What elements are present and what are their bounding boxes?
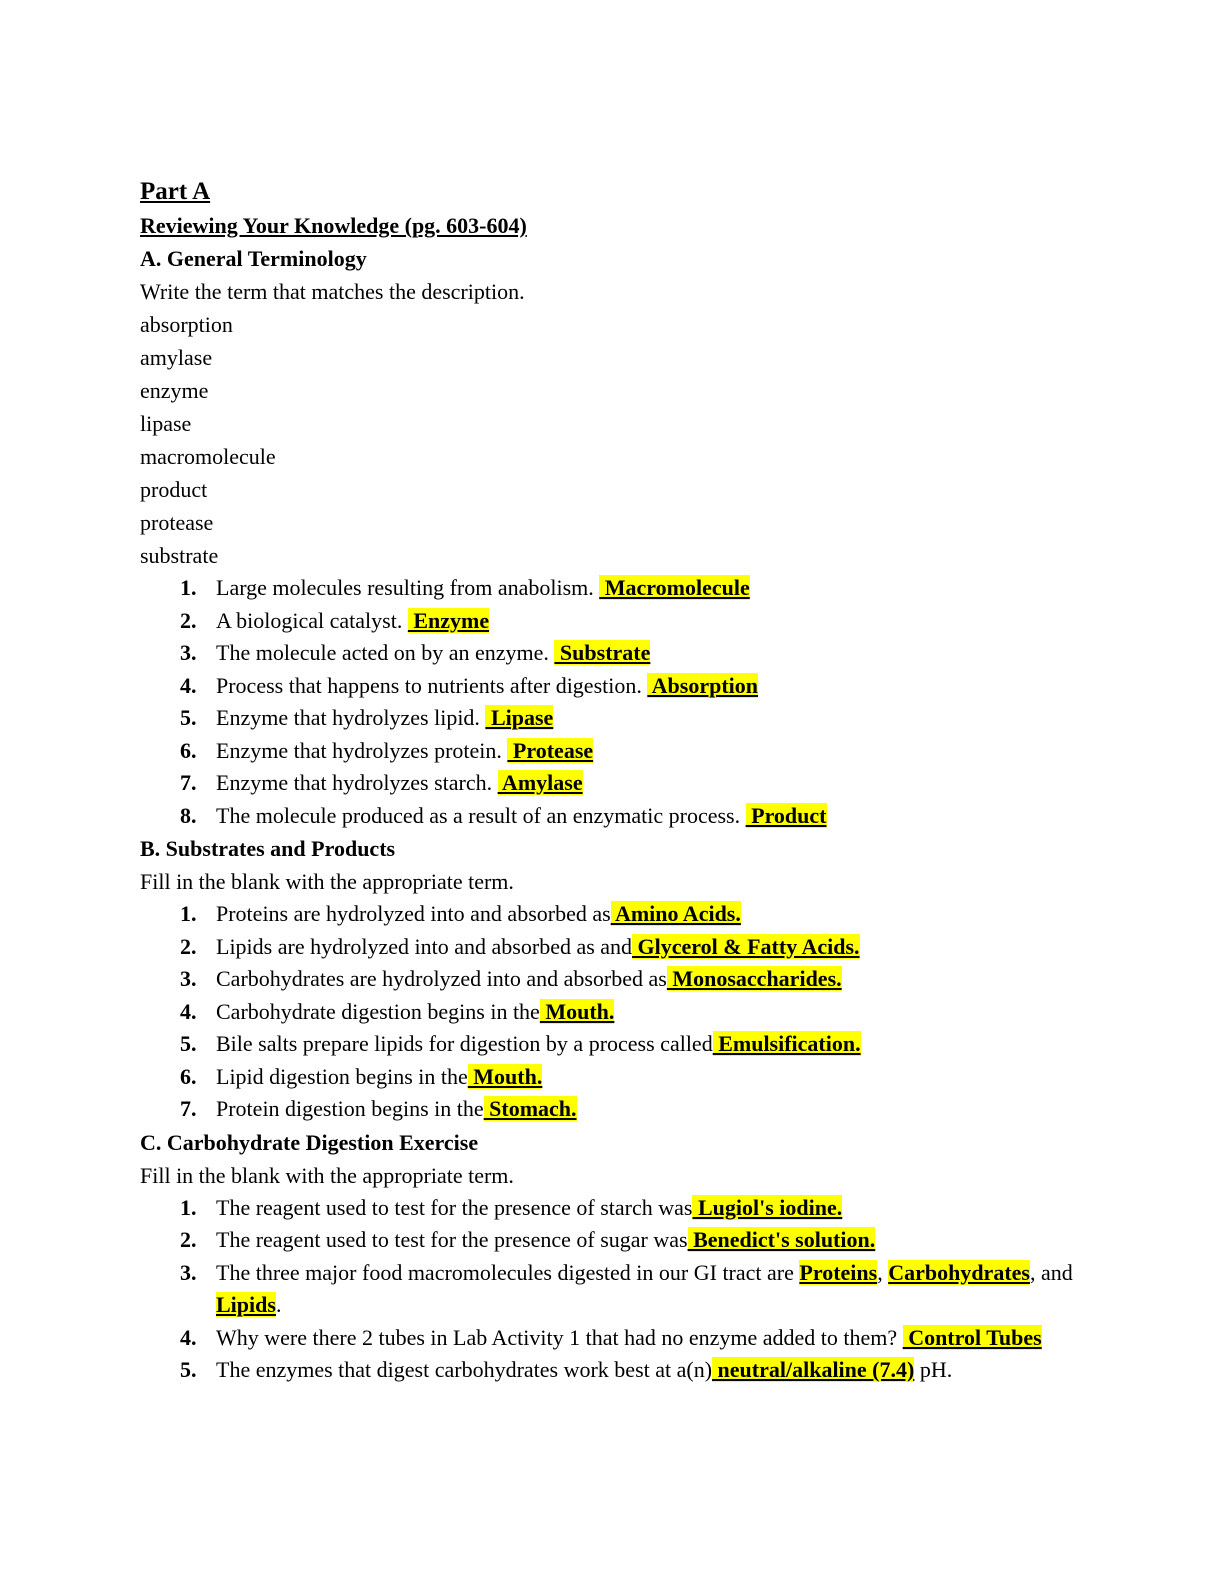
question-prompt: The three major food macromolecules digested in our GI tract are [216, 1259, 794, 1285]
word-bank-item: enzyme [140, 378, 209, 403]
answer-highlight: Protease [507, 737, 594, 763]
answer-highlight: Mouth. [539, 998, 615, 1024]
answer-highlight: Absorption [647, 672, 759, 698]
answer-highlight: Macromolecule [599, 575, 750, 600]
list-item [140, 637, 1090, 670]
question-prompt: The reagent used to test for the presence of starch was [216, 1194, 693, 1220]
answer-highlight: Product [745, 802, 827, 828]
answer-highlight: Amino Acids. [610, 901, 741, 926]
question-prompt: The molecule acted on by an enzyme. [216, 640, 549, 665]
answer-highlight-proteins: Proteins [799, 1259, 878, 1285]
instruction-section-a: Write the term that matches the description. [140, 279, 525, 304]
word-bank-item: substrate [140, 543, 219, 568]
question-prompt: Enzyme that hydrolyzes protein. [216, 737, 502, 763]
question-prompt: Proteins are hydrolyzed into and absorbed as [216, 901, 611, 926]
list-item [140, 735, 1090, 768]
heading-section-a: A. General Terminology [140, 246, 367, 271]
section-subtitle-text: Reviewing Your Knowledge (pg. 603-604) [140, 213, 527, 238]
answer-highlight-carbohydrates: Carbohydrates [888, 1259, 1030, 1285]
list-item [140, 1061, 1090, 1094]
answer-highlight: Benedict's solution. [687, 1227, 876, 1252]
answer-highlight: Lugiol's iodine. [692, 1194, 843, 1220]
list-item [140, 996, 1090, 1029]
list-item [140, 605, 1090, 638]
list-item [140, 1093, 1090, 1126]
answer-highlight: Stomach. [483, 1096, 577, 1121]
heading-section-b: B. Substrates and Products [140, 836, 396, 861]
question-prompt: Carbohydrate digestion begins in the [216, 998, 540, 1024]
question-prompt: Lipid digestion begins in the [216, 1063, 468, 1089]
answer-highlight: Enzyme [407, 607, 490, 633]
page-title-text: Part A [140, 178, 211, 205]
answer-highlight: neutral/alkaline (7.4) [712, 1357, 915, 1382]
list-item [140, 800, 1090, 833]
answer-highlight-lipids: Lipids [216, 1292, 276, 1317]
page-title [140, 176, 1090, 208]
list-item [140, 572, 1090, 605]
question-prompt: Carbohydrates are hydrolyzed into and absorbed as [216, 966, 667, 991]
list-item [140, 1028, 1090, 1061]
word-bank-item: product [140, 477, 208, 502]
list-item [140, 767, 1090, 800]
question-prompt: Enzyme that hydrolyzes starch. [216, 770, 493, 795]
word-bank-list [140, 308, 1090, 572]
answer-highlight: Amylase [497, 770, 583, 795]
question-prompt: The enzymes that digest carbohydrates work best at a(n) [216, 1357, 713, 1382]
list-item [140, 931, 1090, 964]
answer-highlight: Glycerol & Fatty Acids. [632, 933, 860, 959]
section-subtitle [140, 210, 1090, 242]
answer-separator: , [877, 1259, 889, 1285]
question-prompt: Enzyme that hydrolyzes lipid. [216, 705, 480, 730]
answer-highlight: Lipase [485, 705, 554, 730]
instruction-section-c: Fill in the blank with the appropriate term. [140, 1162, 514, 1188]
question-prompt: Lipids are hydrolyzed into and absorbed as and [216, 933, 633, 959]
list-item [140, 670, 1090, 703]
question-prompt: Why were there 2 tubes in Lab Activity 1 that had no enzyme added to them? [216, 1324, 898, 1350]
list-item [140, 1354, 1090, 1387]
word-bank-item: protease [140, 510, 214, 535]
word-bank-item: absorption [140, 312, 233, 337]
answer-tail: . [275, 1292, 282, 1317]
list-item [140, 702, 1090, 735]
question-list-section-c [140, 1192, 1090, 1387]
question-prompt: The reagent used to test for the presence of sugar was [216, 1227, 688, 1252]
document-body [140, 176, 1090, 1387]
question-prompt: Process that happens to nutrients after digestion. [216, 672, 642, 698]
answer-highlight: Mouth. [467, 1063, 543, 1089]
word-bank-item: lipase [140, 411, 192, 436]
list-item [140, 1224, 1090, 1257]
question-list-section-b [140, 898, 1090, 1126]
answer-separator: , and [1029, 1259, 1073, 1285]
answer-tail: pH. [914, 1357, 953, 1382]
question-list-section-a [140, 572, 1090, 832]
question-prompt: Bile salts prepare lipids for digestion by a process called [216, 1031, 713, 1056]
list-item [140, 963, 1090, 996]
answer-highlight: Monosaccharides. [666, 966, 842, 991]
list-item [140, 898, 1090, 931]
list-item [140, 1257, 1090, 1322]
instruction-section-b: Fill in the blank with the appropriate term. [140, 869, 514, 894]
question-prompt: The molecule produced as a result of an enzymatic process. [216, 802, 741, 828]
question-prompt: Protein digestion begins in the [216, 1096, 484, 1121]
word-bank-item: amylase [140, 345, 213, 370]
answer-highlight: Substrate [554, 640, 651, 665]
question-prompt: Large molecules resulting from anabolism. [216, 575, 594, 600]
answer-highlight: Control Tubes [902, 1324, 1042, 1350]
word-bank-item: macromolecule [140, 444, 276, 469]
list-item [140, 1192, 1090, 1225]
answer-highlight: Emulsification. [712, 1031, 861, 1056]
question-prompt: A biological catalyst. [216, 607, 403, 633]
heading-section-c: C. Carbohydrate Digestion Exercise [140, 1129, 479, 1155]
list-item [140, 1322, 1090, 1355]
